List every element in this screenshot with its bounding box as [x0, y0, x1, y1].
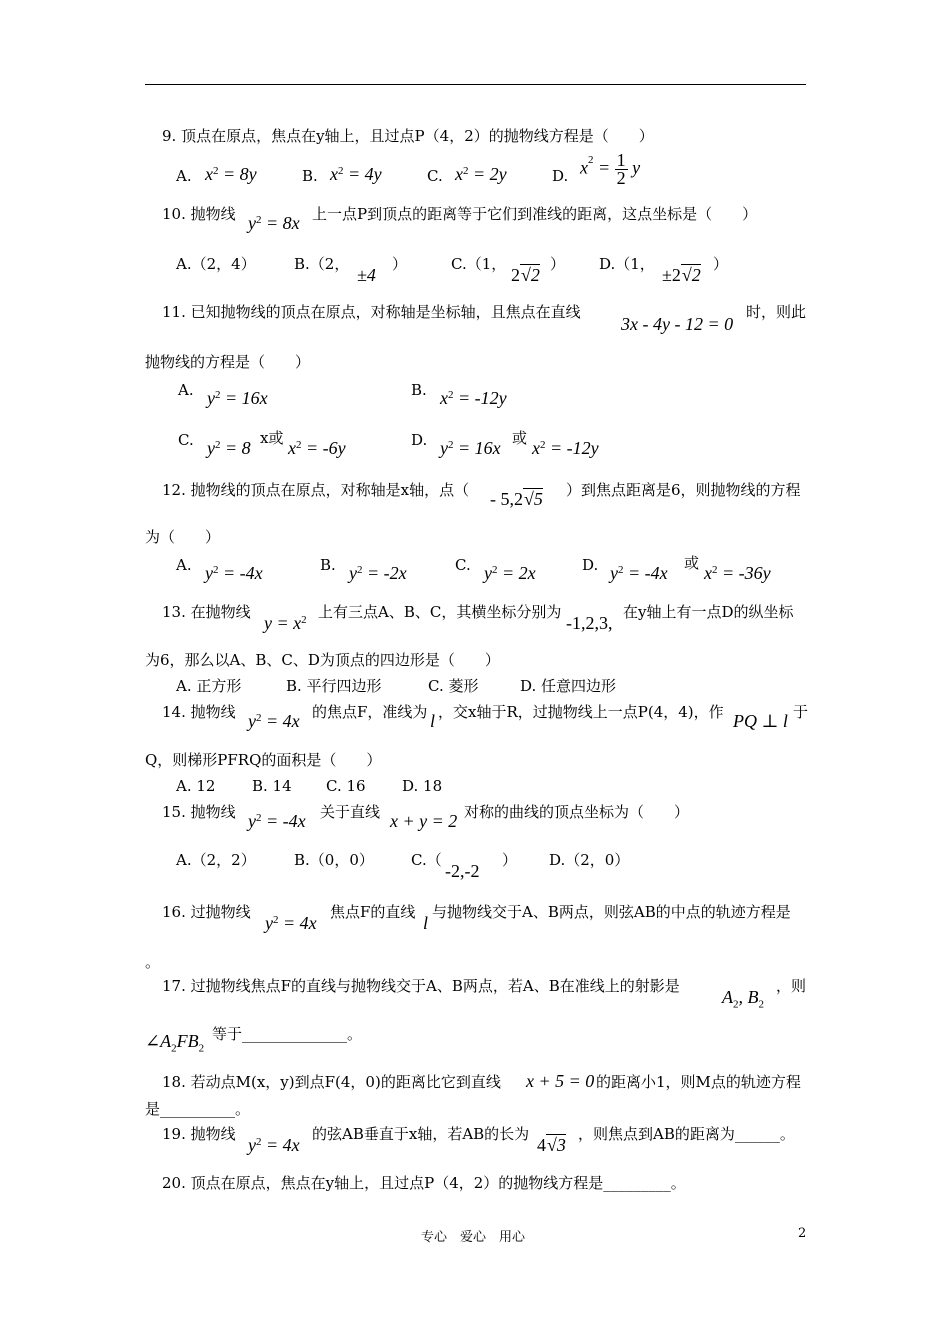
q14-l: l [430, 711, 436, 731]
q10-option-c-math: 2√2 [511, 265, 540, 285]
q14-perp: PQ ⊥ l [733, 711, 788, 731]
q15-stem-b: 关于直线 [320, 803, 381, 821]
q9-math-b: $x^2 = 4y$ [330, 164, 382, 184]
q14-option-d: D. 18 [402, 777, 443, 795]
q10-math: $y^2 = 8x$ [248, 213, 300, 233]
q16-l: l [423, 913, 429, 933]
q13-option-d: D. 任意四边形 [520, 677, 617, 695]
q12-option-a: A. [176, 556, 192, 574]
q11-option-c: C. [178, 431, 194, 449]
q14-math: $y^2 = 4x$ [248, 711, 300, 731]
q12-math-d2: $x^2 = -36y$ [704, 563, 771, 583]
q13-math: $y = x^2$ [264, 613, 307, 633]
q10-option-d-math: ±2√2 [662, 265, 701, 285]
q10-option-a: A.（2，4） [176, 255, 256, 273]
footer-motto: 专心 爱心 用心 [421, 1230, 526, 1245]
q15-option-a: A.（2，2） [176, 851, 256, 869]
q9-math-d: $x^2$ = $\frac{1}{2}$ y [580, 150, 641, 188]
q12-math-d1: $y^2 = -4x$ [610, 563, 668, 583]
q11-option-d-or: 或 [512, 429, 528, 447]
q10-option-b: B.（2， [294, 255, 350, 273]
q12-option-b: B. [320, 556, 336, 574]
q11-option-d: D. [411, 431, 428, 449]
q15-option-b: B.（0，0） [294, 851, 374, 869]
q9-stem: 9. 顶点在原点，焦点在y轴上，且过点P（4，2）的抛物线方程是（ ） [162, 127, 654, 145]
q13-coords: -1,2,3, [566, 613, 613, 633]
q11-stem-c: 抛物线的方程是（ ） [145, 353, 311, 371]
q13-option-a: A. 正方形 [176, 677, 242, 695]
q11-option-b: B. [411, 381, 427, 399]
q14-stem-d: 于 [793, 703, 809, 721]
q16-math: $y^2 = 4x$ [265, 913, 317, 933]
q15-option-c: C.（ [411, 851, 442, 869]
q17-stem-a: 17. 过抛物线焦点F的直线与抛物线交于A、B两点，若A、B在准线上的射影是 [162, 977, 680, 995]
q11-math-d1: $y^2 = 16x$ [440, 438, 501, 458]
q15-stem-a: 15. 抛物线 [162, 803, 236, 821]
q13-stem-b: 上有三点A、B、C，其横坐标分别为 [318, 603, 562, 621]
q15-option-c-math: -2,-2 [445, 861, 480, 881]
q9-option-b: B. [302, 167, 318, 185]
q11-line-math: 3x - 4y - 12 = 0 [621, 314, 734, 334]
q9-math-c: $x^2 = 2y$ [455, 164, 507, 184]
q14-stem-c: ，交x轴于R，过抛物线上一点P(4，4)，作 [438, 703, 724, 721]
q18-stem-b: 的距离小1，则M点的轨迹方程 [596, 1073, 801, 1091]
q9-math-a: $x^2 = 8y$ [205, 164, 257, 184]
q10-stem-b: 上一点P到顶点的距离等于它们到准线的距离，这点坐标是（ ） [312, 205, 758, 223]
q11-stem-b: 时，则此 [746, 303, 807, 321]
q18-line: x + 5 = 0 [526, 1071, 595, 1091]
q18-stem-a: 18. 若动点M(x，y)到点F(4，0)的距离比它到直线 [162, 1073, 501, 1091]
header-rule [145, 84, 806, 85]
q12-stem-b: ）到焦点距离是6，则抛物线的方程 [566, 481, 801, 499]
q14-option-c: C. 16 [326, 777, 366, 795]
q11-option-c-or: x或 [260, 429, 284, 447]
q19-stem-b: 的弦AB垂直于x轴，若AB的长为 [312, 1125, 530, 1143]
q15-stem-c: 对称的曲线的顶点坐标为（ ） [464, 803, 690, 821]
q11-math-d2: $x^2 = -12y$ [532, 438, 599, 458]
q11-stem-a: 11. 已知抛物线的顶点在原点，对称轴是坐标轴，且焦点在直线 [162, 303, 581, 321]
q16-stem-b: 焦点F的直线 [330, 903, 416, 921]
q11-math-c1: $y^2 = 8$ [207, 438, 251, 458]
q12-math-b: $y^2 = -2x$ [349, 563, 407, 583]
q11-math-a: $y^2 = 16x$ [207, 388, 268, 408]
q12-option-d: D. [582, 556, 599, 574]
q10-option-c-close: ） [550, 255, 566, 273]
q17-stem-c: 等于______________。 [212, 1025, 363, 1043]
q9-option-d: D. [552, 167, 569, 185]
q15-option-d: D.（2，0） [549, 851, 630, 869]
q12-math-c: $y^2 = 2x$ [484, 563, 536, 583]
q12-point-math: - 5,2√5 [490, 489, 543, 509]
q14-stem-b: 的焦点F，准线为 [312, 703, 428, 721]
q10-option-b-math: ±4 [357, 265, 376, 285]
q17-stem-b: ，则 [776, 977, 807, 995]
q12-option-c: C. [455, 556, 471, 574]
q10-option-d-close: ） [713, 255, 729, 273]
q17-angle: $\angle A_2FB_2$ [145, 1031, 205, 1055]
q15-math: $y^2 = -4x$ [248, 811, 306, 831]
q13-stem-c: 在y轴上有一点D的纵坐标 [623, 603, 794, 621]
q13-option-c: C. 菱形 [428, 677, 479, 695]
q17-proj: $A_2$, $B_2$ [722, 987, 764, 1011]
q19-stem-a: 19. 抛物线 [162, 1125, 236, 1143]
q15-option-c-close: ） [502, 851, 518, 869]
q12-option-d-or: 或 [684, 554, 700, 572]
page-number: 2 [798, 1226, 807, 1241]
q12-stem-c: 为（ ） [145, 528, 221, 546]
q9-option-c: C. [427, 167, 443, 185]
q16-stem-d: 。 [145, 953, 161, 971]
q15-line: x + y = 2 [390, 811, 458, 831]
q10-option-b-close: ） [392, 255, 408, 273]
q12-stem-a: 12. 抛物线的顶点在原点，对称轴是x轴，点（ [162, 481, 470, 499]
q16-stem-a: 16. 过抛物线 [162, 903, 251, 921]
q14-stem-a: 14. 抛物线 [162, 703, 236, 721]
q10-option-c: C.（1， [451, 255, 507, 273]
q13-stem-a: 13. 在抛物线 [162, 603, 251, 621]
q10-option-d: D.（1， [599, 255, 655, 273]
q14-option-a: A. 12 [176, 777, 216, 795]
q14-option-b: B. 14 [252, 777, 292, 795]
q20-stem: 20. 顶点在原点，焦点在y轴上，且过点P（4，2）的抛物线方程是_________。 [162, 1174, 686, 1192]
q19-stem-c: ，则焦点到AB的距离为______。 [578, 1125, 795, 1143]
q12-math-a: $y^2 = -4x$ [205, 563, 263, 583]
q9-option-a: A. [176, 167, 192, 185]
q11-math-c2: $x^2 = -6y$ [288, 438, 346, 458]
q19-len: 4√3 [537, 1135, 566, 1155]
q18-stem-c: 是__________。 [145, 1100, 251, 1118]
q10-stem-a: 10. 抛物线 [162, 205, 236, 223]
q19-math: $y^2 = 4x$ [248, 1135, 300, 1155]
q14-stem-e: Q，则梯形PFRQ的面积是（ ） [145, 751, 382, 769]
q11-option-a: A. [178, 381, 194, 399]
q13-stem-d: 为6，那么以A、B、C、D为顶点的四边形是（ ） [145, 651, 500, 669]
q11-math-b: $x^2 = -12y$ [440, 388, 507, 408]
q13-option-b: B. 平行四边形 [286, 677, 382, 695]
q16-stem-c: 与抛物线交于A、B两点，则弦AB的中点的轨迹方程是 [432, 903, 791, 921]
